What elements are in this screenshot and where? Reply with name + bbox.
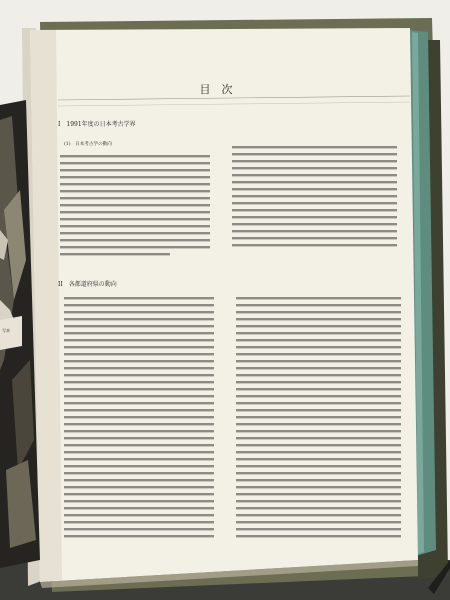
toc-section-2-left bbox=[64, 297, 214, 537]
toc-section-1-right bbox=[232, 146, 397, 246]
toc-title: 目 次 bbox=[199, 83, 233, 96]
toc-section-1-left bbox=[60, 155, 210, 255]
toc-section-2-right bbox=[236, 297, 401, 537]
section-1-heading: I 1991年度の日本考古学界 bbox=[58, 121, 136, 128]
photo-caption: 写真 bbox=[2, 328, 10, 333]
section-2-heading: II 各都道府県の動向 bbox=[58, 281, 117, 288]
section-1-subheading: (1) 日本考古学の動向 bbox=[64, 142, 112, 147]
